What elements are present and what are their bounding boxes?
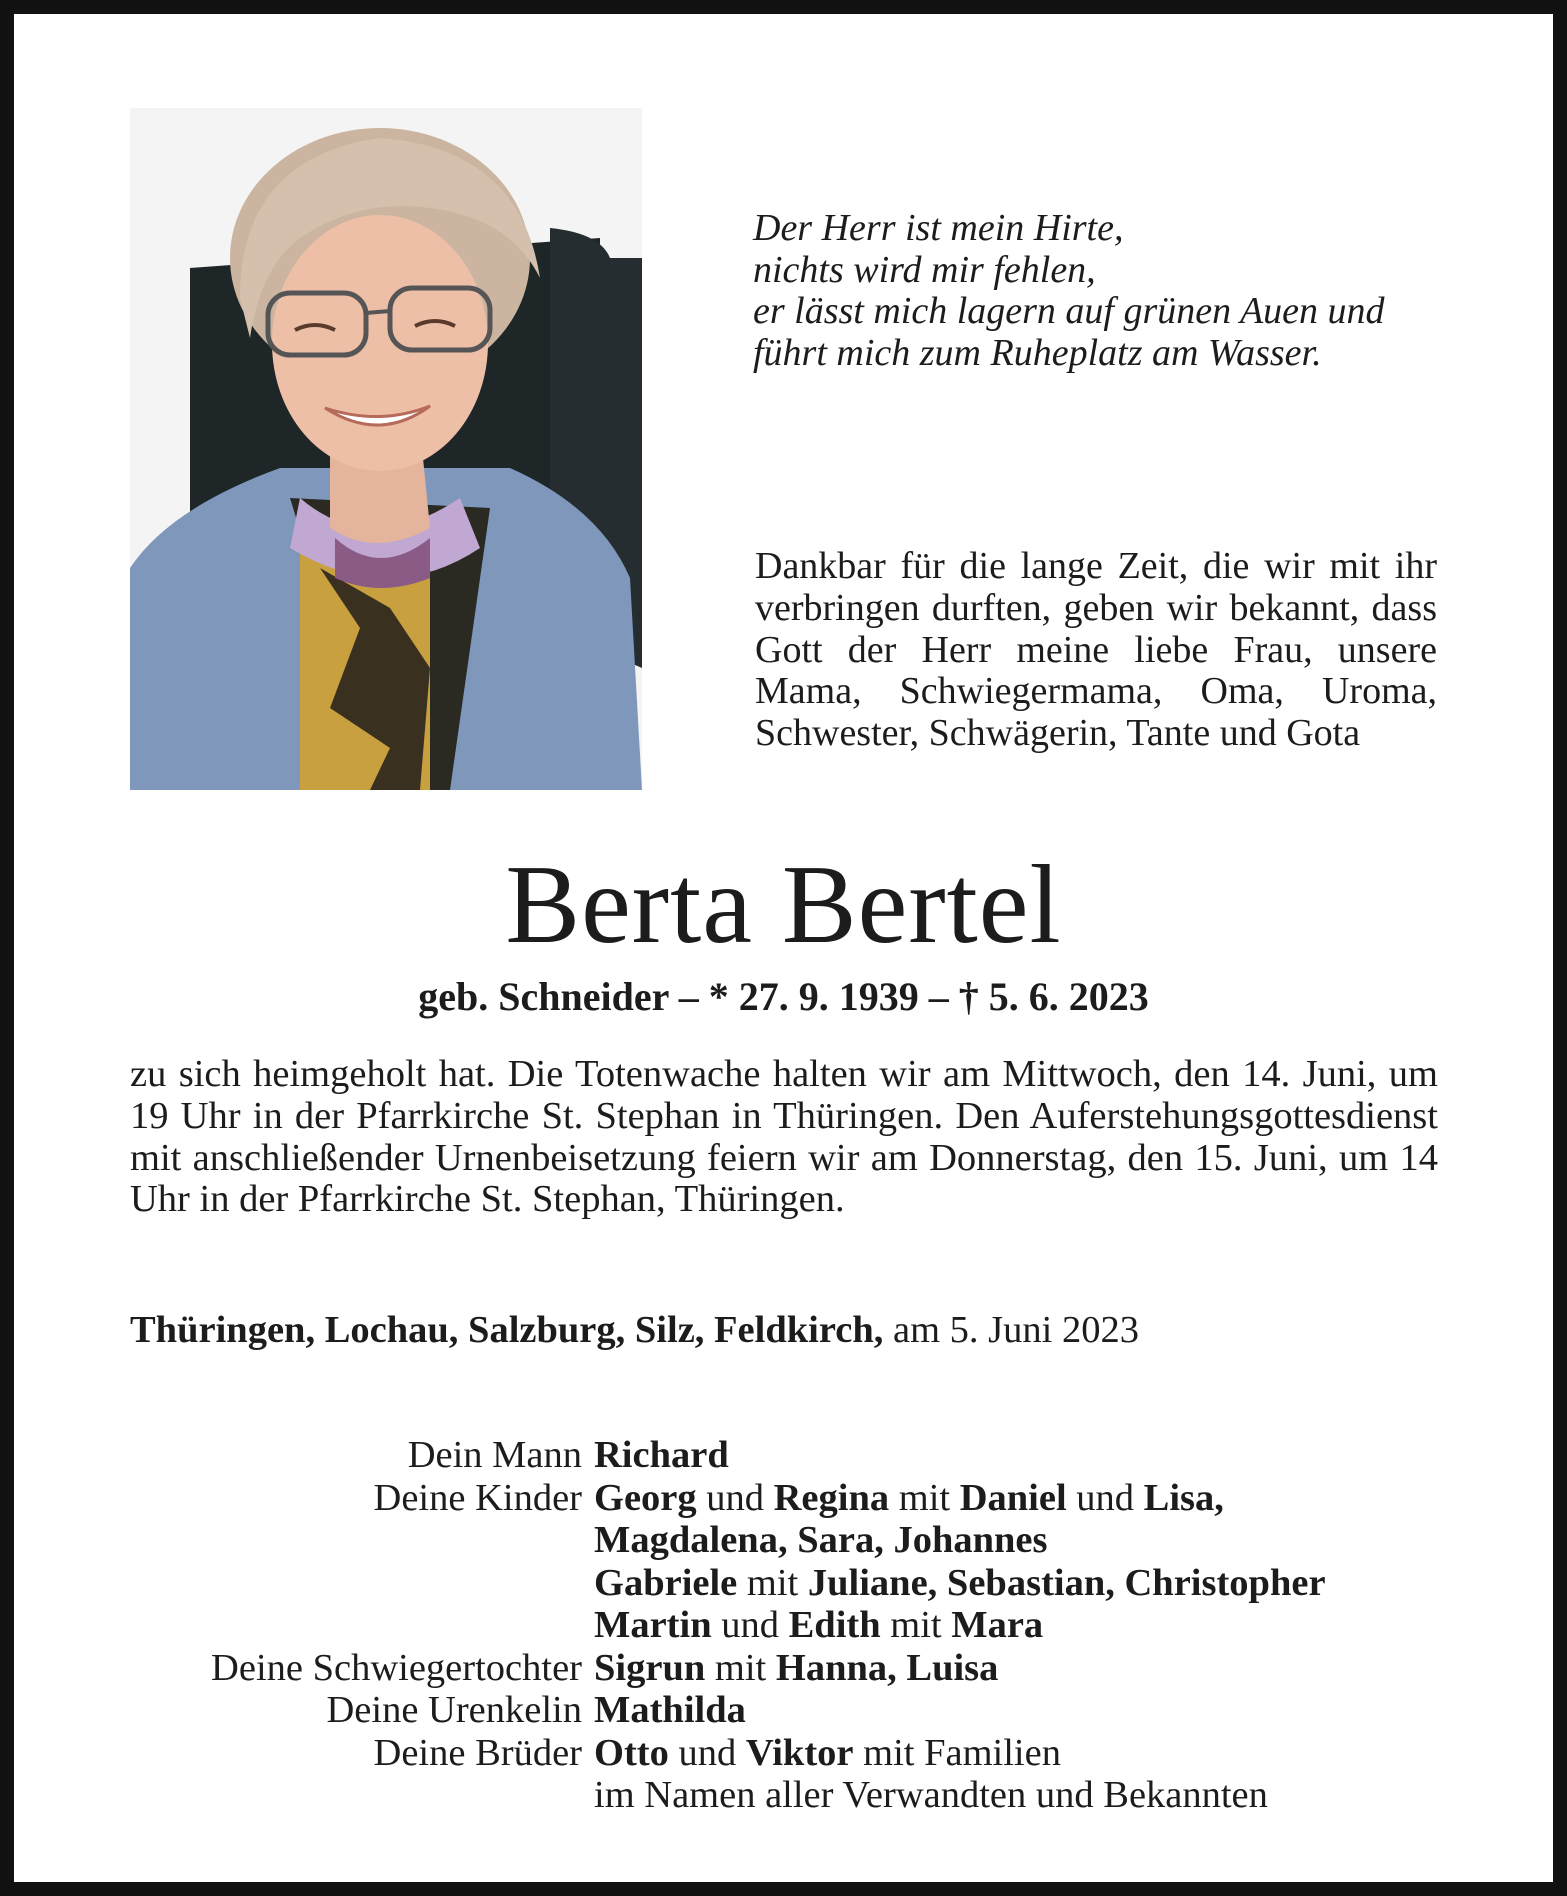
family-label: Dein Mann (407, 1434, 582, 1476)
connector-text: mit (737, 1561, 808, 1604)
portrait-photo (130, 108, 642, 790)
family-name: Richard (594, 1434, 729, 1476)
deceased-name: Berta Bertel (505, 843, 1062, 967)
family-name: Martin (594, 1604, 712, 1646)
family-row-kinder-3 (130, 1562, 1450, 1605)
connector-text: mit (880, 1604, 952, 1646)
psalm-line: nichts wird mir fehlen, (753, 248, 1096, 291)
connector-text: und (1066, 1476, 1144, 1519)
family-row-kinder-4 (130, 1604, 1450, 1647)
psalm-line: er lässt mich lagern auf grünen Auen und (753, 290, 1385, 332)
family-name: Lisa, (1143, 1476, 1224, 1519)
psalm-line: Der Herr ist mein Hirte, (753, 207, 1124, 249)
connector-text: und (668, 1731, 746, 1774)
family-row-closing (130, 1774, 1450, 1817)
connector-text: und (711, 1604, 789, 1646)
intro-paragraph: Dankbar für die lange Zeit, die wir mit ihr verbringen durften, geben wir bekannt, dass Gott der Herr meine liebe Frau, unsere Mama, Schwiegermama, Oma, Uroma, Schwester, Schwägerin, Tante und Gota (755, 545, 1437, 755)
family-row-kinder (130, 1477, 1450, 1520)
family-row-urenkelin (130, 1689, 1450, 1732)
places-and-date (130, 1308, 1438, 1352)
family-name: Juliane, Sebastian, Christopher (807, 1561, 1326, 1604)
closing-line: im Namen aller Verwandten und Bekannten (594, 1774, 1268, 1816)
family-row-brueder (130, 1732, 1450, 1775)
funeral-details-paragraph: zu sich heimgeholt hat. Die Totenwache halten wir am Mittwoch, den 14. Juni, um 19 Uhr in der Pfarrkirche St. Stephan in Thüringen. Den Auferstehungsgottesdienst mit anschließender Urnenbeisetzung feiern wir am Donnerstag, den 15. Juni, um 14 Uhr in der Pfarrkirche St. Stephan, Thüringen. (130, 1053, 1438, 1221)
family-name: Mathilda (594, 1689, 746, 1731)
family-name: Otto (594, 1731, 669, 1774)
announcement-date: am 5. Juni 2023 (883, 1309, 1139, 1351)
connector-text: und (696, 1476, 774, 1519)
family-name: Daniel (959, 1476, 1067, 1519)
family-label: Deine Brüder (373, 1731, 582, 1774)
family-name: Hanna, Luisa (775, 1646, 999, 1689)
family-label: Deine Kinder (373, 1476, 582, 1519)
family-row-mann (130, 1434, 1450, 1477)
birth-death-line: geb. Schneider – * 27. 9. 1939 – † 5. 6. 2023 (418, 974, 1149, 1019)
family-name: Viktor (745, 1731, 854, 1774)
family-row-kinder-2 (130, 1519, 1450, 1562)
psalm-line: führt mich zum Ruheplatz am Wasser. (753, 331, 1322, 374)
connector-text: mit Familien (853, 1731, 1061, 1774)
family-name: Regina (773, 1476, 890, 1519)
places-list: Thüringen, Lochau, Salzburg, Silz, Feldkirch, (130, 1309, 884, 1351)
family-list (130, 1434, 1450, 1817)
family-name: Sigrun (594, 1646, 706, 1689)
family-row-schwiegertochter (130, 1647, 1450, 1690)
family-name: Georg (594, 1476, 697, 1519)
connector-text: mit (705, 1646, 776, 1689)
family-label: Deine Schwiegertochter (211, 1646, 582, 1689)
connector-text: mit (889, 1476, 960, 1519)
family-name: Magdalena, Sara, Johannes (594, 1519, 1048, 1561)
family-label: Deine Urenkelin (326, 1689, 582, 1731)
family-name: Edith (788, 1604, 881, 1646)
family-name: Mara (951, 1604, 1044, 1646)
family-name: Gabriele (594, 1561, 738, 1604)
psalm-quote (753, 208, 1473, 374)
